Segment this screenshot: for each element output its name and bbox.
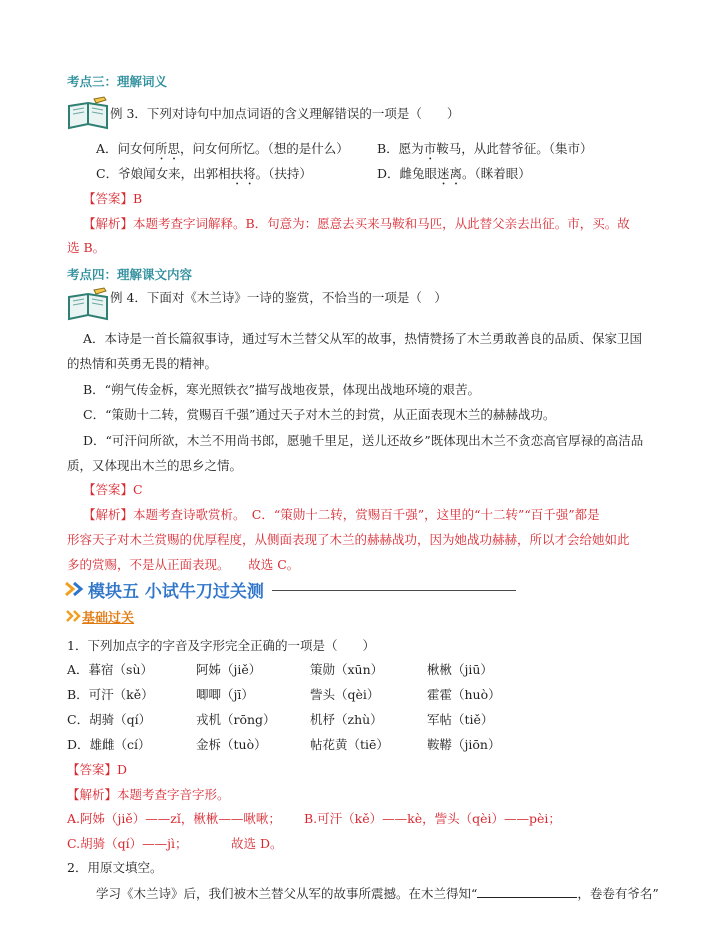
book-pen-icon <box>66 96 112 130</box>
q1-row-d-col1: D．雄雌（cí） <box>67 737 151 752</box>
q1-row-b-col2: 唧唧（jī） <box>196 687 254 702</box>
book-pen-icon <box>66 287 112 321</box>
module-subtitle: 基础过关 <box>82 611 135 626</box>
ex4-option-b: B．“朔气传金柝，寒光照铁衣”描写战地夜景，体现出战地环境的艰苦。 <box>83 382 480 397</box>
ex4-option-a-line2: 的热情和英勇无畏的精神。 <box>67 356 218 371</box>
ex4-option-d-line2: 质，又体现出木兰的思乡之情。 <box>67 458 243 473</box>
section-heading-point4: 考点四：理解课文内容 <box>67 267 193 282</box>
q1-row-c-col1: C．胡骑（qí） <box>67 712 152 727</box>
q1-row-a-col3: 策勋（xūn） <box>310 662 384 677</box>
q1-row-d-col4: 鞍鞯（jiōn） <box>427 737 501 752</box>
q1-final-choice: 故选 D。 <box>231 836 283 851</box>
ex4-answer: 【答案】C <box>83 482 143 497</box>
ex3-option-b: B．愿为市鞍马，从此替爷征。（集市） <box>377 141 593 156</box>
q2-fill-blank[interactable] <box>477 885 577 898</box>
q1-row-a-col1: A．暮宿（sù） <box>67 662 153 677</box>
ex4-option-a-line1: A．本诗是一首长篇叙事诗，通过写木兰替父从军的故事，热情赞扬了木兰勇敢善良的品质、保家卫国 <box>83 331 643 346</box>
ex3-option-d: D．雌兔眼迷离。（眯着眼） <box>377 166 531 181</box>
q1-correction-c: C.胡骑（qí）——jì； <box>67 836 188 851</box>
q1-row-b-col1: B．可汗（kě） <box>67 687 154 702</box>
section-heading-point3: 考点三：理解词义 <box>67 74 168 89</box>
example4-stem: 例 4．下面对《木兰诗》一诗的鉴赏，不恰当的一项是（ ） <box>110 290 447 305</box>
ex3-analysis-line1: 【解析】本题考查字词解释。B．句意为：愿意去买来马鞍和马匹，从此替父亲去出征。市，买。故 <box>83 216 630 231</box>
q1-row-c-col2: 戎机（rōng） <box>196 712 276 727</box>
q2-line1: 学习《木兰诗》后，我们被木兰替父从军的故事所震撼。在木兰得知“ ，卷卷有爷名” <box>96 886 659 901</box>
module-title: 模块五 小试牛刀过关测 <box>88 582 264 602</box>
ex3-answer: 【答案】B <box>83 191 143 206</box>
q1-row-c-col3: 机杼（zhù） <box>310 712 383 727</box>
q1-row-d-col2: 金柝（tuò） <box>196 737 267 752</box>
q1-row-c-col4: 军帖（tiě） <box>427 712 494 727</box>
ex4-option-c: C．“策勋十二转，赏赐百千强”通过天子对木兰的封赏，从正面表现木兰的赫赫战功。 <box>83 407 556 422</box>
q1-row-b-col3: 訾头（qèi） <box>310 687 380 702</box>
q1-row-a-col2: 阿姊（jiě） <box>196 662 262 677</box>
double-chevron-small-icon <box>66 610 82 622</box>
ex3-option-a: A．问女何所思，问女何所忆。（想的是什么） <box>96 141 349 156</box>
q1-row-b-col4: 霍霍（huò） <box>427 687 501 702</box>
ex4-option-d-line1: D．“可汗问所欲，木兰不用尚书郎，愿驰千里足，送儿还故乡”既体现出木兰不贪恋高官厚禄的高洁品 <box>83 433 644 448</box>
q1-correction-b: B.可汗（kě）——kè，訾头（qèi）——pèi； <box>304 811 561 826</box>
example3-stem: 例 3．下列对诗句中加点词语的含义理解错误的一项是（ ） <box>110 106 460 121</box>
q1-answer: 【答案】D <box>67 762 128 777</box>
ex3-analysis-line2: 选 B。 <box>67 240 106 255</box>
q1-row-a-col4: 楸楸（jiū） <box>427 662 493 677</box>
q1-correction-a: A.阿姊（jiě）——zǐ，楸楸——啾啾； <box>67 811 281 826</box>
q1-analysis: 【解析】本题考查字音字形。 <box>67 787 230 802</box>
q1-row-d-col3: 帖花黄（tiē） <box>310 737 389 752</box>
q1-stem: 1．下列加点字的字音及字形完全正确的一项是（ ） <box>67 638 375 653</box>
module-title-rule <box>272 590 516 591</box>
ex3-option-c: C．爷娘闻女来，出郭相扶将。（扶持） <box>96 166 312 181</box>
ex4-analysis-line1: 【解析】本题考查诗歌赏析。 C．“策勋十二转，赏赐百千强”，这里的“十二转”“百千强”都是 <box>83 507 600 522</box>
ex4-analysis-line2: 形容天子对木兰赏赐的优厚程度，从侧面表现了木兰的赫赫战功，因为她战功赫赫，所以才会给她如此 <box>67 532 630 547</box>
ex4-analysis-line3: 多的赏赐，不是从正面表现。 故选 C。 <box>67 557 300 572</box>
q2-stem: 2．用原文填空。 <box>67 860 163 875</box>
double-chevron-icon <box>64 581 84 597</box>
